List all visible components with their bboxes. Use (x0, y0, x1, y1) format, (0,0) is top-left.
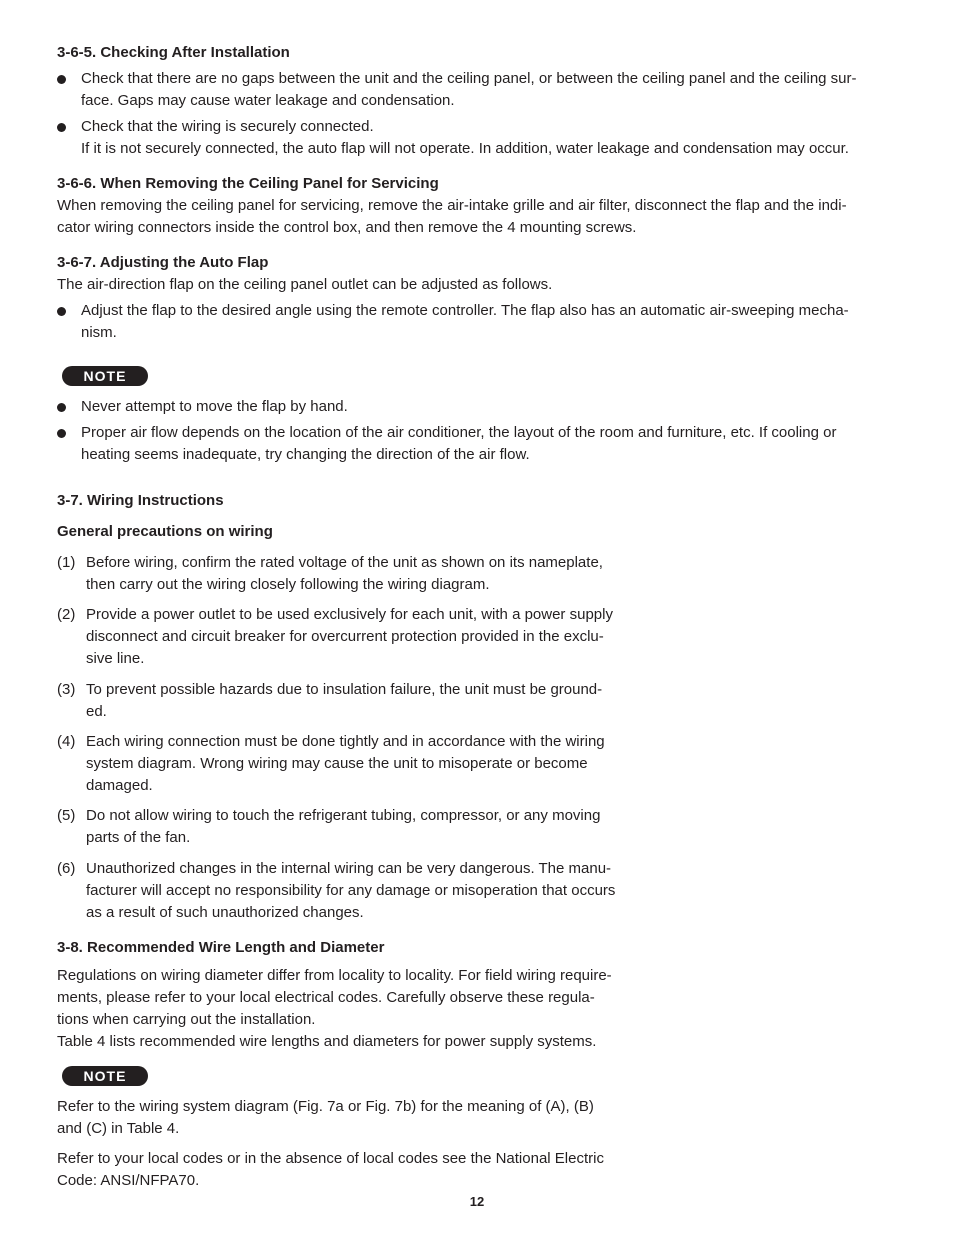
bullet-item (57, 116, 887, 160)
item-line: facturer will accept no responsibility for any damage or misoperation that occurs (86, 882, 616, 899)
paragraph-line: Refer to the wiring system diagram (Fig. 7a or Fig. 7b) for the meaning of (A), (B) (57, 1098, 594, 1115)
numbered-item (57, 604, 637, 670)
item-line: ed. (86, 703, 107, 720)
paragraph-line: Refer to your local codes or in the absence of local codes see the National Electric (57, 1150, 604, 1167)
bullet-icon (57, 123, 66, 132)
note-badge: NOTE (62, 366, 148, 386)
bullet-item (57, 396, 887, 418)
note-paragraph (57, 1096, 637, 1140)
bullet-line: Adjust the flap to the desired angle using the remote controller. The flap also has an automatic air-sweeping mecha- (81, 302, 849, 319)
paragraph-line: ments, please refer to your local electrical codes. Carefully observe these regula- (57, 989, 595, 1006)
section-heading-3-7: 3-7. Wiring Instructions (57, 492, 224, 509)
bullet-item (57, 300, 887, 344)
note-badge: NOTE (62, 1066, 148, 1086)
item-line: Do not allow wiring to touch the refrigerant tubing, compressor, or any moving (86, 807, 601, 824)
bullet-icon (57, 307, 66, 316)
paragraph-line: Code: ANSI/NFPA70. (57, 1172, 200, 1189)
paragraph-3-6-7-intro: The air-direction flap on the ceiling panel outlet can be adjusted as follows. (57, 276, 553, 293)
bullet-icon (57, 75, 66, 84)
page-number: 12 (469, 1194, 485, 1209)
section-heading-3-6-7: 3-6-7. Adjusting the Auto Flap (57, 254, 269, 271)
item-line: damaged. (86, 777, 153, 794)
section-heading-3-8: 3-8. Recommended Wire Length and Diameter (57, 939, 385, 956)
item-line: then carry out the wiring closely following the wiring diagram. (86, 576, 490, 593)
item-number: (5) (57, 807, 76, 824)
subheading-general-precautions: General precautions on wiring (57, 523, 273, 540)
numbered-item (57, 552, 637, 596)
numbered-item (57, 805, 637, 849)
item-line: Provide a power outlet to be used exclusively for each unit, with a power supply (86, 606, 613, 623)
paragraph-3-8 (57, 965, 637, 1053)
item-line: Unauthorized changes in the internal wiring can be very dangerous. The manu- (86, 860, 612, 877)
note-paragraph (57, 1148, 637, 1192)
item-line: sive line. (86, 650, 145, 667)
paragraph-line: Regulations on wiring diameter differ from locality to locality. For field wiring require- (57, 967, 612, 984)
paragraph-line: cator wiring connectors inside the control box, and then remove the 4 mounting screws. (57, 219, 637, 236)
bullet-line: nism. (81, 324, 117, 341)
item-line: disconnect and circuit breaker for overcurrent protection provided in the exclu- (86, 628, 604, 645)
item-line: To prevent possible hazards due to insulation failure, the unit must be ground- (86, 681, 603, 698)
paragraph-3-6-6 (57, 195, 887, 239)
item-number: (1) (57, 554, 76, 571)
item-line: as a result of such unauthorized changes. (86, 904, 364, 921)
bullet-icon (57, 403, 66, 412)
item-number: (3) (57, 681, 76, 698)
bullet-icon (57, 429, 66, 438)
bullet-item (57, 68, 887, 112)
item-line: Each wiring connection must be done tightly and in accordance with the wiring (86, 733, 605, 750)
paragraph-line: When removing the ceiling panel for servicing, remove the air-intake grille and air filter, disconnect the flap and the indi- (57, 197, 847, 214)
section-heading-3-6-5: 3-6-5. Checking After Installation (57, 44, 290, 61)
paragraph-line: tions when carrying out the installation. (57, 1011, 316, 1028)
numbered-item (57, 679, 637, 723)
bullet-line: Check that there are no gaps between the unit and the ceiling panel, or between the ceiling panel and the ceiling sur- (81, 70, 857, 87)
numbered-item (57, 858, 637, 924)
bullet-line: Proper air flow depends on the location of the air conditioner, the layout of the room and furniture, etc. If cooling or (81, 424, 837, 441)
bullet-line: heating seems inadequate, try changing the direction of the air flow. (81, 446, 530, 463)
bullet-line: Check that the wiring is securely connected. (81, 118, 374, 135)
bullet-item (57, 422, 887, 466)
section-heading-3-6-6: 3-6-6. When Removing the Ceiling Panel for Servicing (57, 175, 439, 192)
item-number: (4) (57, 733, 76, 750)
item-line: Before wiring, confirm the rated voltage of the unit as shown on its nameplate, (86, 554, 603, 571)
item-line: parts of the fan. (86, 829, 191, 846)
item-line: system diagram. Wrong wiring may cause the unit to misoperate or become (86, 755, 588, 772)
item-number: (2) (57, 606, 76, 623)
paragraph-line: Table 4 lists recommended wire lengths and diameters for power supply systems. (57, 1033, 597, 1050)
numbered-item (57, 731, 637, 797)
item-number: (6) (57, 860, 76, 877)
bullet-line: face. Gaps may cause water leakage and condensation. (81, 92, 455, 109)
paragraph-line: and (C) in Table 4. (57, 1120, 180, 1137)
bullet-line: If it is not securely connected, the auto flap will not operate. In addition, water leakage and condensation may occur. (81, 140, 849, 157)
bullet-line: Never attempt to move the flap by hand. (81, 398, 348, 415)
